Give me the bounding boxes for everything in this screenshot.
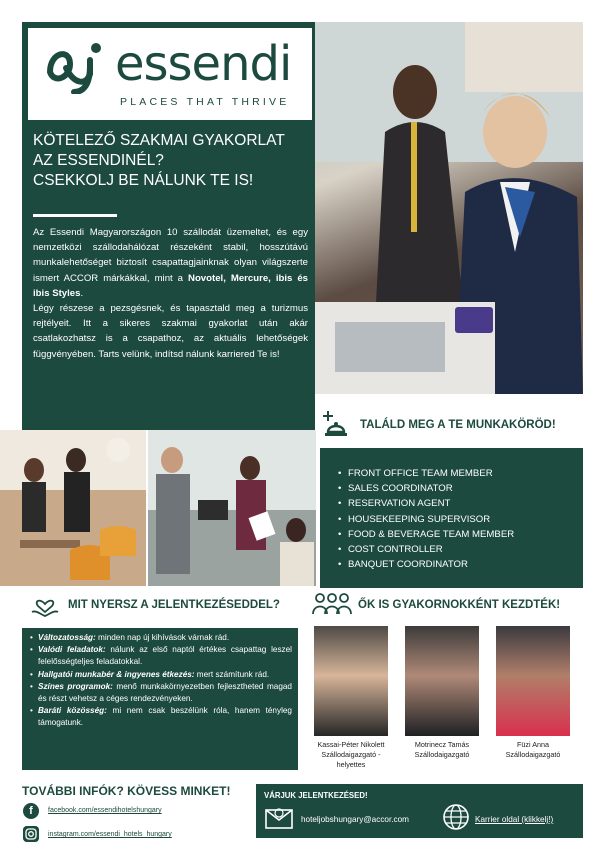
benefit-text: mi nem csak beszélünk róla, hanem tényleg támogatunk. [38, 706, 292, 728]
role-item: • RESERVATION AGENT [338, 496, 514, 511]
alumni-photo [405, 626, 479, 736]
intro-text [33, 225, 308, 362]
alumni-role: Szállodaigazgató - [321, 750, 381, 759]
alumni-title: ŐK IS GYAKORNOKKÉNT KEZDTÉK! [358, 599, 561, 611]
hero-photo-illustration [315, 22, 583, 394]
role-item: • COST CONTROLLER [338, 542, 514, 557]
benefit-label: Valódi feladatok: [38, 645, 106, 655]
essendi-logo-icon [44, 38, 106, 94]
intro-part: . [80, 287, 84, 299]
apply-box [256, 784, 583, 838]
benefit-text: menő munkakörnyezetben fejlesztheted magad és részt vehetsz a céges rendezvényeken. [38, 681, 292, 704]
roles-list [338, 466, 514, 572]
role-item: • FOOD & BEVERAGE TEAM MEMBER [338, 527, 514, 542]
benefit-item [30, 681, 292, 705]
headline-line: KÖTELEZŐ SZAKMAI GYAKORLAT [33, 132, 285, 149]
role-item: • FRONT OFFICE TEAM MEMBER [338, 466, 514, 481]
hero-photo [315, 22, 583, 394]
benefit-item [30, 644, 292, 668]
benefit-item [30, 632, 292, 644]
role-item: • BANQUET COORDINATOR [338, 557, 514, 572]
headline-line: CSEKKOLJ BE NÁLUNK TE IS! [33, 172, 254, 189]
alumni-name: Kassai-Péter Nikolett [317, 740, 385, 749]
alumni-role: helyettes [336, 760, 366, 769]
alumni-name: Motrinecz Tamás [414, 740, 470, 749]
intro-brands: Novotel, Mercure, ibis és ibis Styles [33, 272, 309, 299]
roles-box [320, 448, 583, 588]
benefit-text: mert számítunk rád. [194, 669, 270, 679]
role-item: • HOUSEKEEPING SUPERVISOR [338, 512, 514, 527]
heart-hand-icon [30, 590, 60, 620]
headline-divider [33, 214, 117, 217]
alumni-photo [314, 626, 388, 736]
office-photo [148, 430, 316, 586]
intro-part: Az Essendi Magyarországon 10 szállodát üzemeltet, és egy nemzetközi szállodahálózat részeként stabil, hosszútávú munkalehetőséget biztosít csapattagjainknak olyan világszerte ismert ACCOR márkákkal, mint a [33, 227, 308, 284]
globe-icon [442, 803, 470, 831]
benefit-text: nálunk az első naptól értékes csapattag leszel felelősségteljes feladatokkal. [38, 645, 293, 667]
alumni-role: Szállodaigazgató [414, 750, 470, 759]
apply-title: VÁRJUK JELENTKEZÉSED! [264, 791, 368, 800]
benefit-text: minden nap új kihívások várnak rád. [95, 633, 230, 642]
alumni-name: Füzi Anna [517, 740, 549, 749]
office-photo-illustration [148, 430, 316, 586]
hero-headline [33, 131, 308, 191]
benefit-item [30, 705, 292, 729]
team-people-icon [312, 592, 352, 616]
intro-paragraph: Légy részese a pezsgésnek, és tapasztald meg a turizmus rejtélyeit. Itt a sikeres szakmai gyakorlat után akár csatlakozhatsz is a csapathoz, az aktuális lehetőségek függvényében. Tarts velünk, indítsd nálunk karriered Te is! [33, 303, 308, 360]
roles-title: TALÁLD MEG A TE MUNKAKÖRÖD! [360, 419, 556, 431]
benefit-label: Hallgatói munkabér & ingyenes étkezés: [38, 669, 195, 679]
instagram-link[interactable]: instagram.com/essendi_hotels_hungary [48, 831, 172, 838]
benefit-item [30, 669, 292, 681]
benefits-box [22, 628, 298, 770]
facebook-icon[interactable]: f [23, 803, 39, 819]
benefit-label: Változatosság: [38, 633, 96, 642]
career-page-link[interactable]: Karrier oldal (klikkelj!) [475, 815, 554, 824]
email-address[interactable]: hoteljobshungary@accor.com [301, 815, 409, 824]
facebook-link[interactable]: facebook.com/essendihotelshungary [48, 807, 162, 814]
cafe-photo [0, 430, 146, 586]
role-item: • SALES COORDINATOR [338, 481, 514, 496]
benefits-list [30, 632, 292, 730]
benefit-label: Baráti közösség: [38, 706, 107, 716]
follow-title: TOVÁBBI INFÓK? KÖVESS MINKET! [22, 784, 231, 798]
alumni-photo [496, 626, 570, 736]
reception-bell-icon [320, 408, 352, 440]
brand-wordmark: essendi [115, 36, 292, 92]
headline-line: AZ ESSENDINÉL? [33, 152, 164, 169]
brand-tagline: PLACES THAT THRIVE [120, 96, 290, 108]
benefit-label: Színes programok: [38, 681, 113, 691]
mail-icon [264, 804, 294, 830]
instagram-icon[interactable] [23, 826, 39, 842]
cafe-photo-illustration [0, 430, 146, 586]
alumni-role: Szállodaigazgató [505, 750, 561, 759]
benefits-title: MIT NYERSZ A JELENTKEZÉSEDDEL? [68, 599, 280, 611]
